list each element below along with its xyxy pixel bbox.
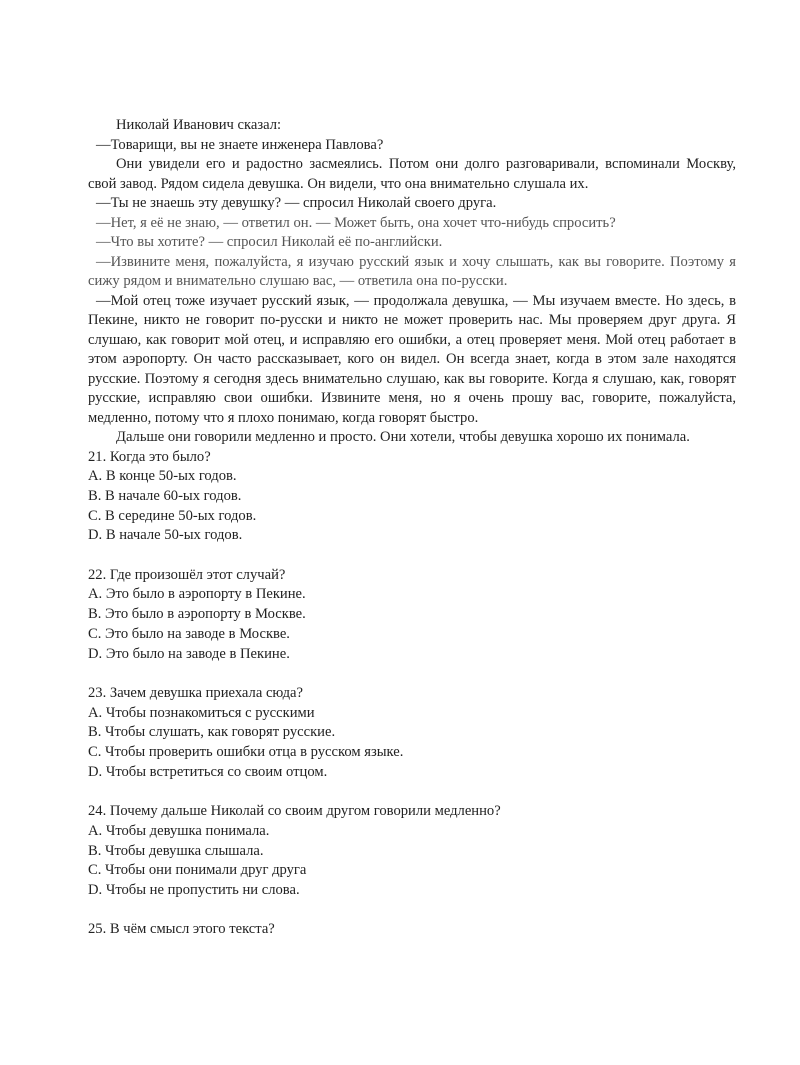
answer-option: A. В конце 50-ых годов. bbox=[88, 468, 237, 485]
passage-paragraph: —Мой отец тоже изучает русский язык, — продолжала девушка, — Мы изучаем вместе. Но здесь, в Пекине, никто не говорит по-русски и никто не может проверить нас. Мы проверяем друг друга. Я слушаю, как говорит мой отец, и исправляю его ошибки, а отец проверяет меня. Мой отец работает в этом аэропорту. Он часто рассказывает, кого он видел. Он всегда знает, когда в этом зале находятся русские. Поэтому я сегодня здесь внимательно слушаю, как вы говорите. Когда я слушаю, как, говорят русские, исправляю свои ошибки. Извините меня, но я очень прошу вас, говорите, пожалуйста, медленно, потому что я плохо понимаю, когда говорят быстро. bbox=[88, 292, 736, 426]
passage-paragraph: —Извините меня, пожалуйста, я изучаю русский язык и хочу слышать, как вы говорите. Поэтому я сижу рядом и внимательно слушаю вас, — ответила она по-русски. bbox=[88, 253, 736, 289]
reading-passage bbox=[88, 116, 736, 448]
passage-paragraph: Они увидели его и радостно засмеялись. Потом они долго разговаривали, вспоминали Москву, свой завод. Рядом сидела девушка. Он видели, что она внимательно слушала их. bbox=[88, 156, 736, 192]
question-text: 24. Почему дальше Николай со своим другом говорили медленно? bbox=[88, 803, 501, 820]
answer-option: B. В начале 60-ых годов. bbox=[88, 487, 242, 504]
answer-option: B. Чтобы девушка слышала. bbox=[88, 842, 264, 859]
passage-paragraph: —Нет, я её не знаю, — ответил он. — Может быть, она хочет что-нибудь спросить? bbox=[96, 214, 616, 231]
question-block bbox=[88, 802, 736, 901]
answer-option: D. Это было на заводе в Пекине. bbox=[88, 645, 290, 662]
passage-paragraph: Дальше они говорили медленно и просто. Они хотели, чтобы девушка хорошо их понимала. bbox=[116, 429, 690, 445]
question-text: 21. Когда это было? bbox=[88, 448, 211, 465]
answer-option: B. Чтобы слушать, как говорят русские. bbox=[88, 724, 336, 741]
question-text: 25. В чём смысл этого текста? bbox=[88, 921, 275, 938]
questions-section bbox=[88, 448, 736, 941]
answer-option: A. Чтобы девушка понимала. bbox=[88, 822, 270, 839]
answer-option: C. В середине 50-ых годов. bbox=[88, 507, 257, 524]
question-block bbox=[88, 566, 736, 665]
answer-option: B. Это было в аэропорту в Москве. bbox=[88, 606, 306, 623]
answer-option: A. Это было в аэропорту в Пекине. bbox=[88, 586, 306, 603]
document-page bbox=[88, 116, 736, 960]
question-text: 22. Где произошёл этот случай? bbox=[88, 566, 286, 583]
question-text: 23. Зачем девушка приехала сюда? bbox=[88, 684, 303, 701]
answer-option: D. Чтобы встретиться со своим отцом. bbox=[88, 763, 328, 780]
question-block bbox=[88, 448, 736, 547]
answer-option: C. Чтобы они понимали друг друга bbox=[88, 862, 307, 879]
question-block bbox=[88, 920, 736, 940]
passage-paragraph: Николай Иванович сказал: bbox=[116, 117, 282, 133]
passage-paragraph: —Что вы хотите? — спросил Николай её по-английски. bbox=[96, 234, 443, 250]
question-block bbox=[88, 684, 736, 783]
passage-paragraph: —Ты не знаешь эту девушку? — спросил Николай своего друга. bbox=[96, 195, 497, 211]
answer-option: D. В начале 50-ых годов. bbox=[88, 527, 243, 544]
answer-option: C. Это было на заводе в Москве. bbox=[88, 625, 290, 642]
passage-paragraph: —Товарищи, вы не знаете инженера Павлова? bbox=[96, 136, 384, 153]
answer-option: C. Чтобы проверить ошибки отца в русском языке. bbox=[88, 744, 404, 761]
answer-option: A. Чтобы познакомиться с русскими bbox=[88, 704, 315, 721]
answer-option: D. Чтобы не пропустить ни слова. bbox=[88, 881, 300, 898]
